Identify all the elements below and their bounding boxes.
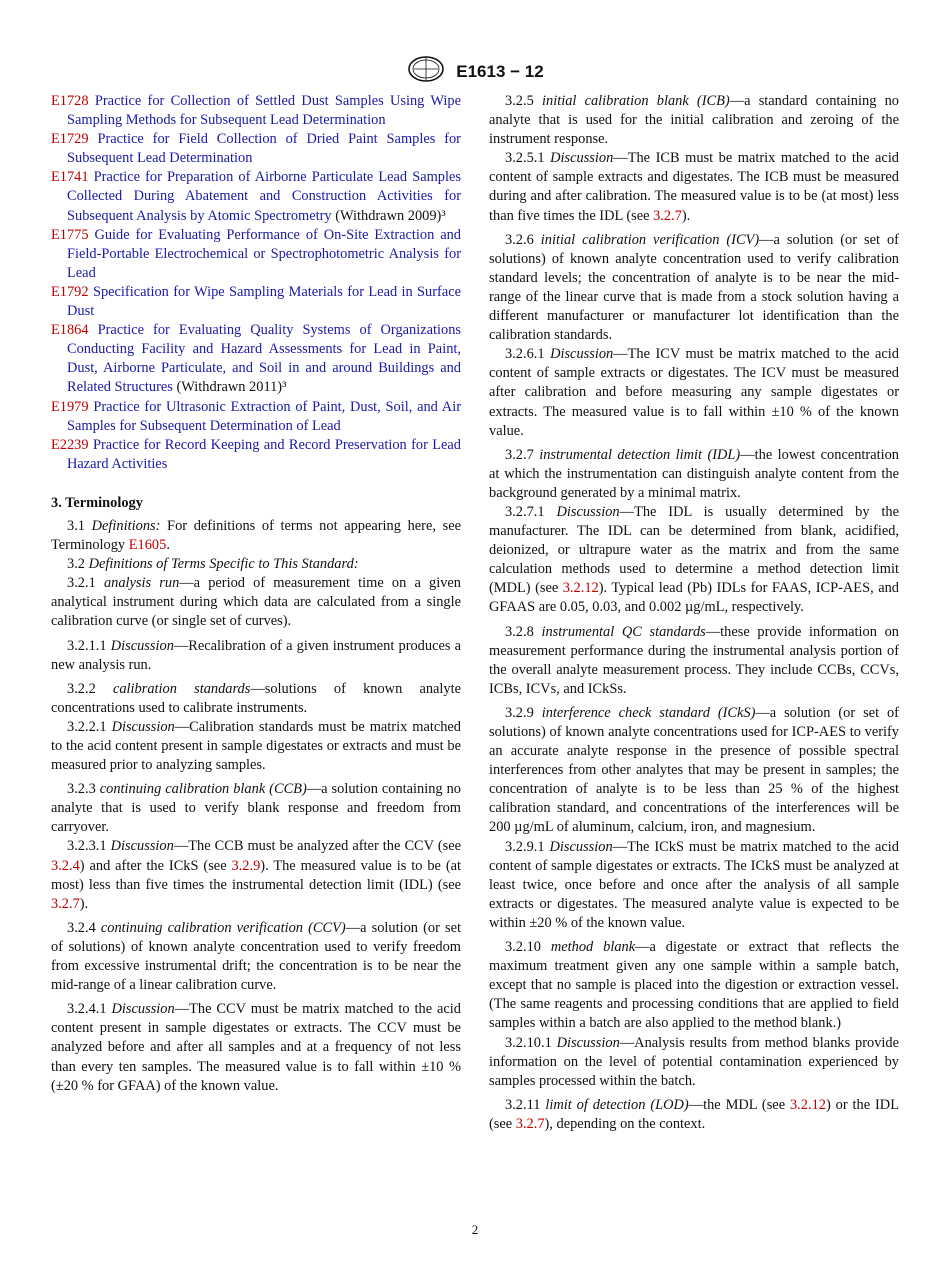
paragraph-text: —The ICV must be matrix matched to the acid content of sample extracts or digestates. The ICV must be measured after calibration and before measuring any sample digestates or extracts. The measured value is to fall within ±10 % of the known value. xyxy=(489,346,899,439)
paragraph-3-1 xyxy=(51,517,461,555)
paragraph-number: 3.2.9.1 xyxy=(505,838,550,855)
reference-code-link[interactable]: E1792 xyxy=(51,283,89,300)
paragraph-number: 3.2.1 xyxy=(67,575,104,592)
paragraph-text: —The ICkS must be matrix matched to the acid content of sample digestates or extracts. The ICkS must be analyzed at least twice, once before and once after the analysis of all sample extracts or digestates. The measured analyte value is expected to be within ±20 % of the known value. xyxy=(489,838,899,931)
paragraph-text: —The CCV must be matrix matched to the acid content present in sample digestates or extracts. The CCV must be analyzed before and after all samples and at a frequency of not less than every ten samples. The measured value is to fall within ±10 % (±20 % for GFAA) of the known value. xyxy=(51,1001,462,1094)
reference-code-link[interactable]: E1729 xyxy=(51,131,89,148)
xref-link[interactable]: 3.2.7 xyxy=(515,1115,545,1132)
reference-code-link[interactable]: E2239 xyxy=(51,436,89,453)
paragraph-number: 3.2.4.1 xyxy=(67,1001,112,1018)
left-column xyxy=(51,92,461,1096)
xref-link[interactable]: E1605 xyxy=(128,537,167,554)
paragraph-term: Discussion xyxy=(549,838,613,855)
paragraph-term: analysis run xyxy=(103,575,180,592)
paragraph-number: 3.2.3.1 xyxy=(67,838,111,855)
paragraph-number: 3.2.4 xyxy=(67,919,101,936)
reference-title-link[interactable]: Practice for Preparation of Airborne Particulate Lead Samples Collected During Abatement and Construction Activities for Subsequent Analysis by Atomic Spectrometry xyxy=(67,169,461,224)
reference-code-link[interactable]: E1775 xyxy=(51,226,89,243)
paragraph-term: Discussion xyxy=(111,718,175,735)
xref-link[interactable]: 3.2.7 xyxy=(653,207,682,224)
reference-item xyxy=(51,92,461,130)
paragraph-term: continuing calibration verification (CCV) xyxy=(100,919,346,936)
xref-link[interactable]: 3.2.4 xyxy=(51,857,80,874)
paragraph-number: 3.2.8 xyxy=(505,623,542,640)
paragraph-text: —the lowest concentration at which the instrumentation can distinguish analyte content from the background generated by a minimal matrix. xyxy=(489,446,899,501)
paragraph-3-2-8 xyxy=(489,623,899,699)
xref-link[interactable]: 3.2.7 xyxy=(51,895,80,912)
paragraph-text: ). xyxy=(79,895,89,912)
paragraph-3-2-9 xyxy=(489,704,899,838)
paragraph-3-2-1-1 xyxy=(51,637,461,675)
paragraph-number: 3.2.2 xyxy=(67,680,113,697)
paragraph-text: —these provide information on measurement performance during the instrumental analysis portion of the overall analyte measurement process. They include CCBs, CCVs, ICBs, ICVs, and ICkSs. xyxy=(489,623,899,697)
paragraph-term: Discussion xyxy=(556,503,620,520)
paragraph-text: ) or the IDL (see xyxy=(489,1096,899,1132)
paragraph-term: method blank xyxy=(550,939,636,956)
paragraph-text: —a solution (or set of solutions) of known analyte concentration used to verify calibration standard levels; the concentration of analyte is to be near the mid-range of the linear curve that is made from a stock solution having a different manufacturer or manufacturer lot identification than the calibration standards. xyxy=(489,231,899,344)
page-number: 2 xyxy=(471,1222,479,1237)
reference-title-link[interactable]: Practice for Field Collection of Dried Paint Samples for Subsequent Lead Determination xyxy=(67,131,461,167)
page-header xyxy=(0,55,950,83)
reference-code-link[interactable]: E1728 xyxy=(51,93,89,109)
astm-logo xyxy=(406,55,446,88)
paragraph-3-2-10 xyxy=(489,938,899,1033)
xref-link[interactable]: 3.2.9 xyxy=(231,857,261,874)
reference-code-link[interactable]: E1979 xyxy=(51,398,89,415)
paragraph-3-2-1 xyxy=(51,574,461,631)
paragraph-text: —The IDL is usually determined by the manufacturer. The IDL can be determined from blank, acidified, deionized, or ultrapure water as the matrix and from the same calculation methods used to determine a method detection limit (MDL) (see xyxy=(489,503,900,597)
paragraph-text: —The ICB must be matrix matched to the acid content of sample extracts and digestates. The ICB must be measured during and after calibration. The measured value is to be (at most) less than five times the IDL (see xyxy=(489,150,900,224)
paragraph-term: Discussion xyxy=(550,150,614,167)
paragraph-term: continuing calibration blank (CCB) xyxy=(99,781,307,798)
reference-item xyxy=(51,168,461,225)
paragraph-text: ). Typical lead (Pb) IDLs for FAAS, ICP-AES, and GFAAS are 0.05, 0.03, and 0.002 µg/mL, respectively. xyxy=(489,580,899,616)
paragraph-number: 3.2.1.1 xyxy=(67,637,111,654)
reference-title-link[interactable]: Practice for Evaluating Quality Systems of Organizations Conducting Facility and Hazard Assessments for Lead in Paint, Dust, Airborne Particulate, and Soil in and around Buildings and Related Structures xyxy=(67,322,461,396)
paragraph-term: Definitions: xyxy=(91,517,161,534)
paragraph-3-2-3 xyxy=(51,780,461,837)
paragraph-number: 3.2.5.1 xyxy=(505,150,551,167)
paragraph-3-2-10-1 xyxy=(489,1034,899,1091)
section-heading: 3. Terminology xyxy=(51,494,143,511)
reference-title-link[interactable]: Guide for Evaluating Performance of On-Site Extraction and Field-Portable Electrochemical or Spectrophotometric Analysis for Lead xyxy=(67,226,461,281)
paragraph-text: For definitions of terms not appearing here, see Terminology xyxy=(51,517,461,554)
paragraph-number: 3.2.5 xyxy=(505,93,542,109)
reference-title-link[interactable]: Specification for Wipe Sampling Materials for Lead in Surface Dust xyxy=(67,283,461,320)
paragraph-3-2-9-1 xyxy=(489,838,899,933)
paragraph-3-2-7-1 xyxy=(489,503,899,618)
paragraph-text: ) and after the ICkS (see xyxy=(79,857,232,874)
reference-item xyxy=(51,283,461,321)
paragraph-text: —a solution (or set of solutions) of known analyte concentration used to verify freedom from excessive instrumental drift; the concentration is to be near the mid-range of a linear calibration curve. xyxy=(51,919,461,994)
paragraph-number: 3.2.3 xyxy=(67,781,100,798)
paragraph-term: Discussion xyxy=(550,346,614,363)
paragraph-text: —Analysis results from method blanks provide information on the level of potential contamination experienced by samples processed within the batch. xyxy=(489,1034,899,1089)
reference-note: (Withdrawn 2009)³ xyxy=(331,207,446,224)
paragraph-term: Discussion xyxy=(110,838,174,855)
paragraph-term: limit of detection (LOD) xyxy=(545,1096,689,1113)
paragraph-3-2-7 xyxy=(489,446,899,503)
right-column xyxy=(489,92,899,1134)
reference-item xyxy=(51,130,461,168)
paragraph-3-2-11 xyxy=(489,1096,899,1134)
reference-list xyxy=(51,92,461,474)
paragraph-3-2-3-1 xyxy=(51,837,461,913)
paragraph-text: —a digestate or extract that reflects the maximum treatment given any one sample within a sample batch, except that no sample is placed into the digestion or extraction vessel. (The same reagents and processing conditions that are applied to field samples within a batch are also applied to the method blank.) xyxy=(489,939,900,1032)
paragraph-3-2-4 xyxy=(51,919,461,995)
paragraph-text: —a period of measurement time on a given analytical instrument during which data are calculated from a single calibration curve (or single set of curves). xyxy=(51,575,461,630)
paragraph-3-2 xyxy=(51,555,461,574)
paragraph-term: interference check standard (ICkS) xyxy=(541,704,756,721)
paragraph-text: —the MDL (see xyxy=(688,1096,790,1113)
paragraph-number: 3.2.7.1 xyxy=(505,503,557,520)
paragraph-term: Discussion xyxy=(556,1034,620,1051)
document-id: E1613 − 12 xyxy=(456,61,544,81)
paragraph-text: ). The measured value is to be (at most) less than five times the instrumental detection limit (IDL) (see xyxy=(51,857,461,893)
xref-link[interactable]: 3.2.12 xyxy=(789,1096,826,1113)
paragraph-3-2-5 xyxy=(489,92,899,149)
reference-title-link[interactable]: Practice for Collection of Settled Dust Samples Using Wipe Sampling Methods for Subsequent Lead Determination xyxy=(67,93,461,129)
paragraph-term: instrumental detection limit (IDL) xyxy=(539,446,741,463)
reference-item xyxy=(51,321,461,397)
paragraph-number: 3.2.7 xyxy=(505,446,540,463)
paragraph-text: —a standard containing no analyte that is used for the initial calibration and zeroing of the instrument response. xyxy=(489,93,899,148)
paragraph-number: 3.2.6 xyxy=(505,231,541,248)
reference-title-link[interactable]: Practice for Ultrasonic Extraction of Paint, Dust, Soil, and Air Samples for Subsequent Determination of Lead xyxy=(67,398,461,434)
paragraph-text: ). xyxy=(681,207,691,224)
paragraph-number: 3.2.10.1 xyxy=(505,1034,557,1051)
reference-title-link[interactable]: Practice for Record Keeping and Record Preservation for Lead Hazard Activities xyxy=(67,436,461,472)
paragraph-number: 3.2.11 xyxy=(505,1096,546,1113)
paragraph-text: ), depending on the context. xyxy=(544,1115,706,1132)
paragraph-3-2-2 xyxy=(51,680,461,718)
paragraph-number: 3.2 xyxy=(67,556,89,573)
paragraph-term: Discussion xyxy=(111,1001,175,1018)
paragraph-3-2-6-1 xyxy=(489,345,899,440)
paragraph-term: Discussion xyxy=(110,637,174,654)
paragraph-number: 3.1 xyxy=(67,517,92,534)
paragraph-number: 3.2.10 xyxy=(505,939,551,956)
xref-link[interactable]: 3.2.12 xyxy=(562,580,599,597)
paragraph-term: initial calibration verification (ICV) xyxy=(540,231,760,248)
reference-item xyxy=(51,436,461,474)
paragraph-term: instrumental QC standards xyxy=(541,623,706,640)
paragraph-number: 3.2.9 xyxy=(505,704,542,721)
paragraph-text: —a solution (or set of solutions) of known analyte concentrations used for ICP-AES to verify an accurate analyte response in the presence of possible spectral interferences from other analytes that may be present in samples; the concentration of analyte is to be less than 25 % of the highest calibration standard, and concentrations of the interferences will be 200 µg/mL of aluminum, calcium, iron, and magnesium. xyxy=(489,704,899,836)
paragraph-3-2-5-1 xyxy=(489,149,899,225)
reference-code-link[interactable]: E1864 xyxy=(51,322,89,339)
paragraph-number: 3.2.6.1 xyxy=(505,346,551,363)
reference-code-link[interactable]: E1741 xyxy=(51,169,89,186)
paragraph-term: initial calibration blank (ICB) xyxy=(542,93,730,109)
paragraph-term: Definitions of Terms Specific to This Standard: xyxy=(88,556,359,573)
paragraph-3-2-4-1 xyxy=(51,1000,461,1095)
paragraph-3-2-6 xyxy=(489,231,899,346)
paragraph-term: calibration standards xyxy=(112,680,251,697)
paragraph-text: —Recalibration of a given instrument produces a new analysis run. xyxy=(51,637,461,673)
paragraph-number: 3.2.2.1 xyxy=(67,718,112,735)
reference-item xyxy=(51,226,461,283)
paragraph-3-2-2-1 xyxy=(51,718,461,775)
paragraph-text: . xyxy=(166,537,170,554)
reference-item xyxy=(51,398,461,436)
reference-note: (Withdrawn 2011)³ xyxy=(172,379,287,396)
paragraph-text: —The CCB must be analyzed after the CCV (see xyxy=(173,838,461,855)
paragraph-text: —solutions of known analyte concentrations used to calibrate instruments. xyxy=(51,680,461,716)
paragraph-text: —a solution containing no analyte that is used to verify blank response and freedom from carryover. xyxy=(51,781,461,836)
paragraph-text: —Calibration standards must be matrix matched to the acid content present in sample digestates or extracts and must be measured prior to analyzing samples. xyxy=(51,718,462,774)
